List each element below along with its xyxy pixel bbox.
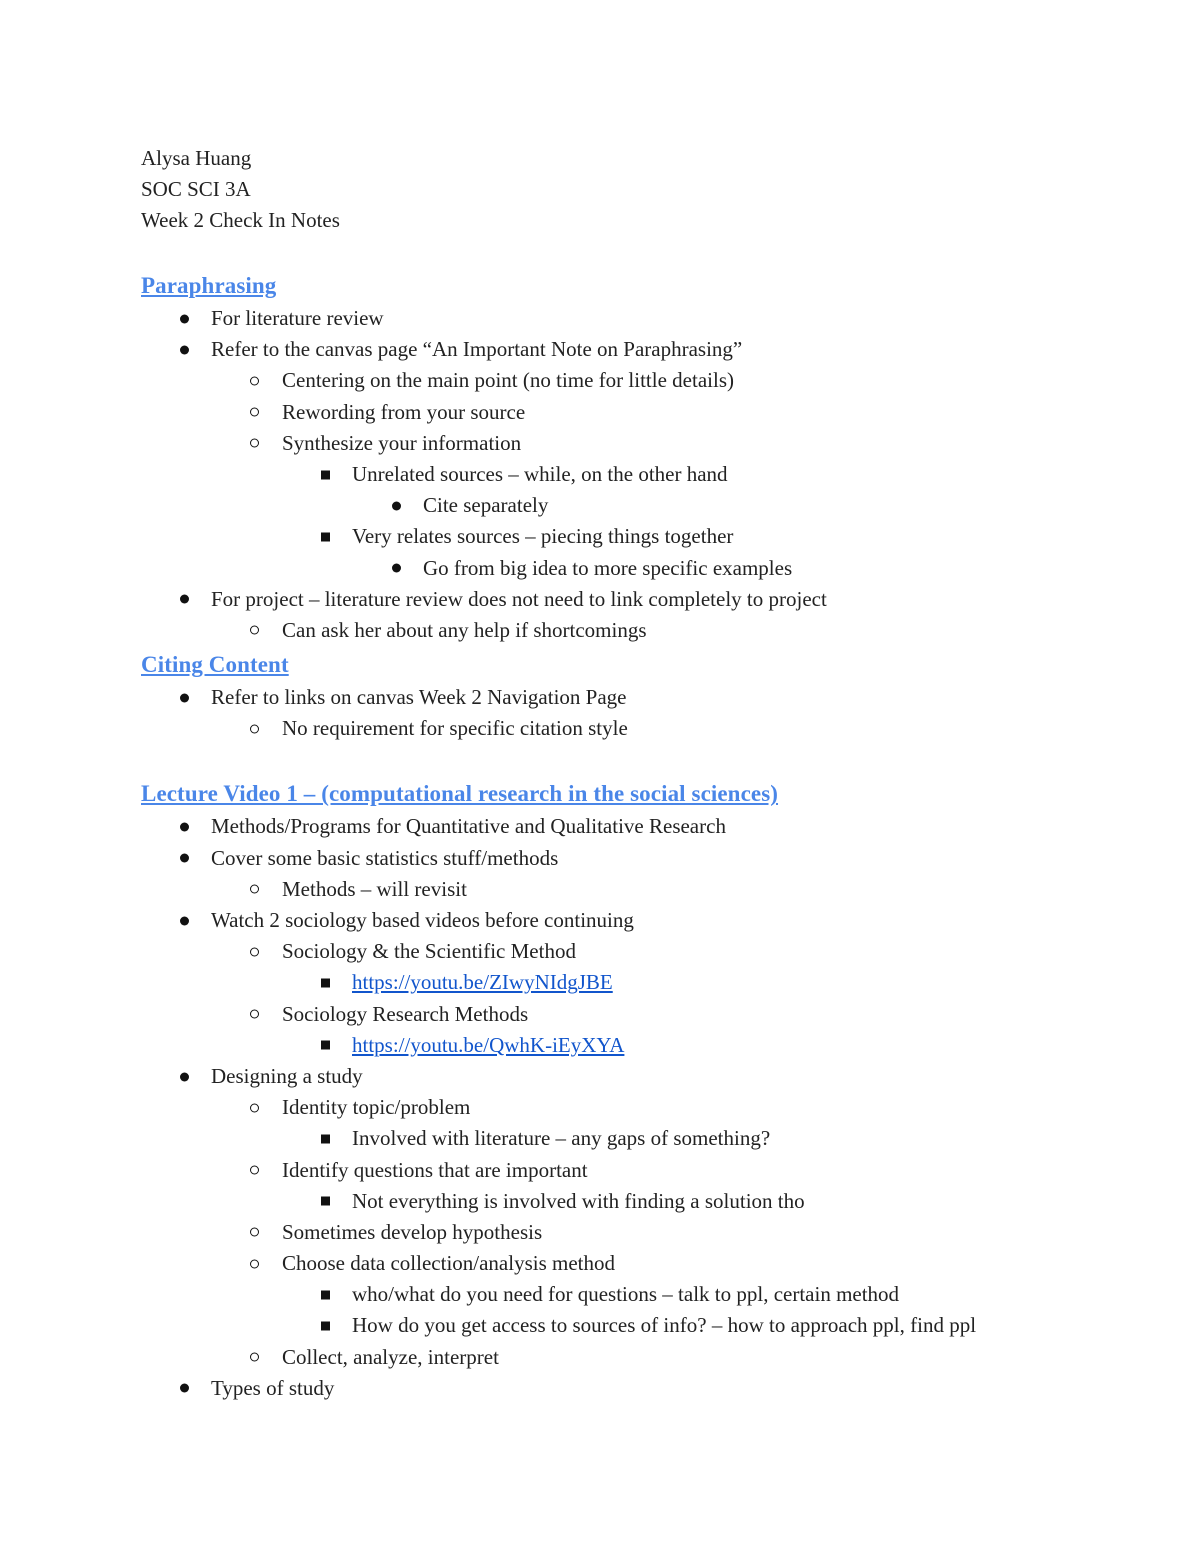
- bullet-circle-icon: [250, 1259, 259, 1268]
- list-item: [141, 1092, 1141, 1123]
- list-item-text: Very relates sources – piecing things together: [352, 524, 734, 549]
- bullet-disc-icon: [180, 916, 189, 925]
- list-item: [141, 1186, 1141, 1217]
- list-item-text: Go from big idea to more specific examples: [423, 555, 793, 580]
- bullet-disc-icon: [180, 693, 189, 702]
- list-item: [141, 1310, 1141, 1341]
- bullet-square-icon: [321, 1322, 330, 1331]
- section-spacer: [141, 236, 1141, 269]
- list-item: [141, 553, 1141, 584]
- list-item: [141, 713, 1141, 744]
- bullet-disc-icon: [180, 823, 189, 832]
- list-item: [141, 1248, 1141, 1279]
- notes-body: [141, 236, 1141, 1404]
- list-item-text: Centering on the main point (no time for little details): [282, 368, 734, 393]
- list-item: [141, 1155, 1141, 1186]
- bullet-circle-icon: [250, 947, 259, 956]
- list-item: [141, 521, 1141, 552]
- list-item-text: No requirement for specific citation style: [282, 716, 628, 741]
- list-item-text: Designing a study: [211, 1063, 363, 1088]
- list-item: [141, 490, 1141, 521]
- section-heading-citing-content[interactable]: Citing Content: [141, 652, 289, 678]
- bullet-circle-icon: [250, 1010, 259, 1019]
- section-spacer: [141, 744, 1141, 777]
- bullet-circle-icon: [250, 1228, 259, 1237]
- bullet-disc-icon: [180, 1384, 189, 1393]
- course-code: SOC SCI 3A: [141, 177, 251, 201]
- bullet-circle-icon: [250, 408, 259, 417]
- list-item: [141, 459, 1141, 490]
- list-item-text: Involved with literature – any gaps of something?: [352, 1126, 771, 1151]
- document-title: Week 2 Check In Notes: [141, 208, 340, 232]
- list-item: [141, 874, 1141, 905]
- list-item-text: For literature review: [211, 306, 384, 330]
- bullet-square-icon: [321, 532, 330, 541]
- list-item-text: Watch 2 sociology based videos before continuing: [211, 908, 634, 932]
- list-item-text: Not everything is involved with finding a solution tho: [352, 1188, 805, 1213]
- list-item: [141, 1342, 1141, 1373]
- bullet-disc-icon: [180, 595, 189, 604]
- list-item: [141, 365, 1141, 396]
- list-item: [141, 999, 1141, 1030]
- bullet-square-icon: [321, 1134, 330, 1143]
- list-item-text: Can ask her about any help if shortcomings: [282, 617, 647, 642]
- bullet-square-icon: [321, 1041, 330, 1050]
- list-item-text: Refer to links on canvas Week 2 Navigation Page: [211, 685, 627, 710]
- list-item: [141, 811, 1141, 842]
- list-item: [141, 1123, 1141, 1154]
- bullet-disc-icon: [180, 1072, 189, 1081]
- list-item: [141, 1373, 1141, 1404]
- list-item-text: Choose data collection/analysis method: [282, 1251, 616, 1276]
- list-item-text: Sociology Research Methods: [282, 1001, 529, 1026]
- bullet-disc-icon: [392, 564, 401, 573]
- list-item-text: Collect, analyze, interpret: [282, 1344, 499, 1369]
- bullet-square-icon: [321, 470, 330, 479]
- list-item-text: Rewording from your source: [282, 399, 526, 424]
- bullet-circle-icon: [250, 1166, 259, 1175]
- list-item-text: Identify questions that are important: [282, 1157, 588, 1182]
- bullet-square-icon: [321, 1290, 330, 1299]
- section-heading-paraphrasing[interactable]: Paraphrasing: [141, 273, 277, 298]
- list-item: [141, 397, 1141, 428]
- list-item: [141, 584, 1141, 615]
- bullet-circle-icon: [250, 1353, 259, 1362]
- bullet-disc-icon: [180, 314, 189, 323]
- list-item: [141, 1217, 1141, 1248]
- list-item-text: Types of study: [211, 1375, 335, 1400]
- list-item: [141, 1279, 1141, 1310]
- document-page: [141, 143, 1141, 1404]
- bullet-disc-icon: [180, 345, 189, 354]
- list-item: [141, 1061, 1141, 1092]
- video-link[interactable]: https://youtu.be/QwhK-iEyXYA: [352, 1032, 625, 1057]
- list-item: [141, 303, 1141, 334]
- bullet-circle-icon: [250, 885, 259, 894]
- list-item-text: Identity topic/problem: [282, 1095, 471, 1120]
- list-item: [141, 615, 1141, 646]
- list-item: [141, 843, 1141, 874]
- list-item-text: Methods – will revisit: [282, 876, 467, 901]
- section-heading-lecture-video-1[interactable]: Lecture Video 1 – (computational research in the social sciences): [141, 781, 779, 807]
- list-item: [141, 905, 1141, 936]
- list-item-text: Unrelated sources – while, on the other hand: [352, 461, 728, 486]
- bullet-disc-icon: [392, 501, 401, 510]
- bullet-circle-icon: [250, 439, 259, 448]
- author-name: Alysa Huang: [141, 146, 252, 170]
- list-item-text: How do you get access to sources of info? – how to approach ppl, find ppl: [352, 1313, 977, 1338]
- list-item-text: For project – literature review does not need to link completely to project: [211, 586, 827, 611]
- list-item: [141, 682, 1141, 713]
- bullet-circle-icon: [250, 1103, 259, 1112]
- list-item: [141, 936, 1141, 967]
- list-item-text: Methods/Programs for Quantitative and Qualitative Research: [211, 814, 726, 839]
- bullet-circle-icon: [250, 626, 259, 635]
- video-link[interactable]: https://youtu.be/ZIwyNIdgJBE: [352, 970, 613, 995]
- list-item-text: Cover some basic statistics stuff/methods: [211, 845, 559, 870]
- list-item-text: Synthesize your information: [282, 430, 522, 455]
- bullet-circle-icon: [250, 724, 259, 733]
- list-item-text: Refer to the canvas page “An Important Note on Paraphrasing”: [211, 337, 743, 362]
- list-item-text: Sociology & the Scientific Method: [282, 939, 576, 964]
- bullet-list: [141, 303, 1141, 646]
- bullet-square-icon: [321, 1197, 330, 1206]
- list-item: [141, 1030, 1141, 1061]
- bullet-disc-icon: [180, 854, 189, 863]
- bullet-list: [141, 682, 1141, 744]
- list-item: [141, 967, 1141, 998]
- list-item-text: who/what do you need for questions – talk to ppl, certain method: [352, 1282, 900, 1307]
- bullet-square-icon: [321, 978, 330, 987]
- bullet-circle-icon: [250, 376, 259, 385]
- list-item-text: Sometimes develop hypothesis: [282, 1219, 543, 1244]
- bullet-list: [141, 811, 1141, 1404]
- list-item: [141, 428, 1141, 459]
- list-item-text: Cite separately: [423, 493, 549, 518]
- list-item: [141, 334, 1141, 365]
